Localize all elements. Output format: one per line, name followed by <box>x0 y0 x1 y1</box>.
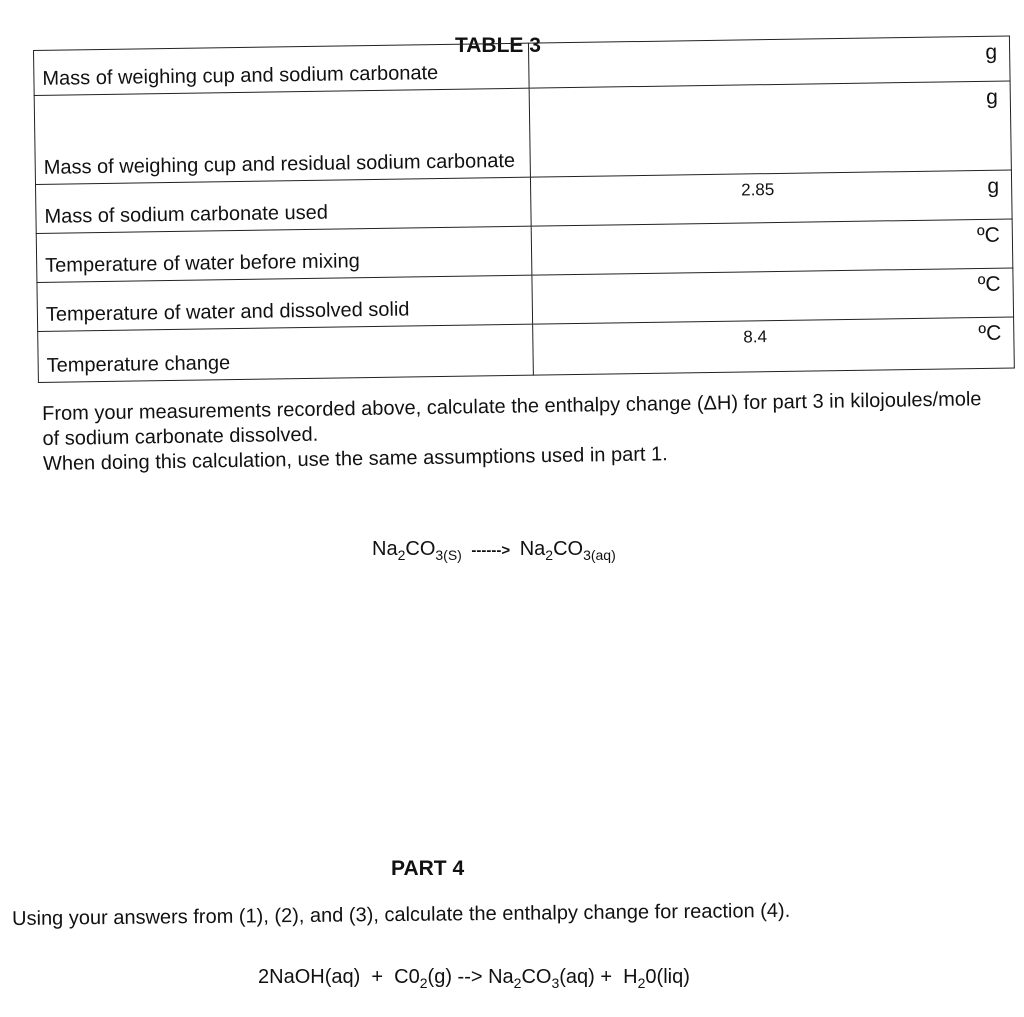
value-cell <box>533 317 1015 375</box>
value-cell <box>532 268 1014 324</box>
row-label: Mass of sodium carbonate used <box>35 177 531 233</box>
reaction-equation-4: 2NaOH(aq) + $C0_2(g)$ --> $Na_2CO_3(aq) + H_20(liq)$ <box>258 966 690 991</box>
reaction-equation-3: $Na_2CO_{3(S)}$ ------> $Na_2CO_{3(aq)}$ <box>372 538 616 563</box>
row-label: Mass of weighing cup and residual sodium carbonate <box>34 88 530 184</box>
recorded-value: 2.85 <box>741 180 775 200</box>
data-table <box>33 36 1015 383</box>
unit-label: g <box>987 174 1000 198</box>
instruction-line: When doing this calculation, use the same assumptions used in part 1. <box>42 443 668 475</box>
row-label: Temperature of water and dissolved solid <box>37 275 533 331</box>
value-cell <box>530 170 1012 226</box>
unit-label: g <box>985 40 998 64</box>
reaction-arrow: ------> <box>471 542 511 559</box>
unit-label: g <box>985 85 998 109</box>
unit-label: ºC <box>977 272 1001 297</box>
data-table-wrapper <box>33 36 1015 383</box>
unit-label: ºC <box>978 321 1002 346</box>
recorded-value: 8.4 <box>743 327 768 347</box>
part4-heading: PART 4 <box>391 857 465 880</box>
instructions-paragraph <box>42 387 983 477</box>
unit-label: ºC <box>976 223 1001 248</box>
row-label: Temperature of water before mixing <box>36 226 532 282</box>
value-cell <box>529 81 1011 177</box>
instruction-line: From your measurements recorded above, calculate the enthalpy change (ΔH) for part 3 in kilojoules/mole of sodium carbonate dissolved. <box>42 388 982 450</box>
table-title: TABLE 3 <box>455 34 541 57</box>
table-row <box>34 81 1011 184</box>
value-cell <box>531 219 1013 275</box>
value-cell <box>528 36 1010 88</box>
row-label: Mass of weighing cup and sodium carbonate <box>34 43 530 95</box>
row-label: Temperature change <box>38 324 534 382</box>
part4-instruction: Using your answers from (1), (2), and (3), calculate the enthalpy change for reaction (4). <box>12 899 791 930</box>
